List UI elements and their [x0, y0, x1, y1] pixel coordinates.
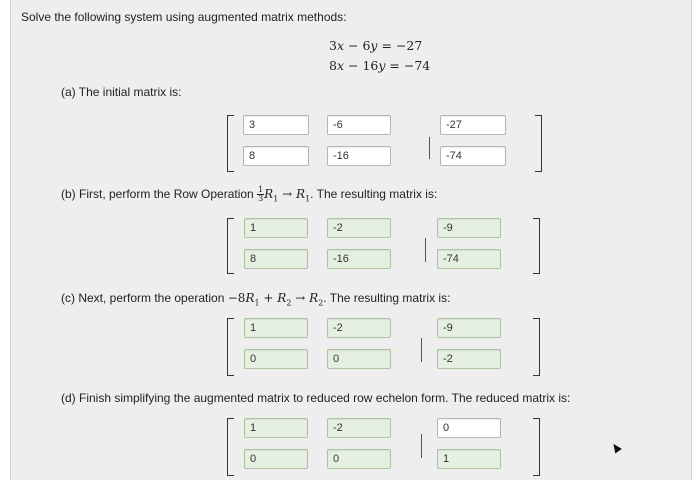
matrix-d-r2c1-input[interactable]: [244, 449, 308, 469]
matrix-d-r2c3-input[interactable]: [437, 449, 501, 469]
matrix-b-r1c3-input[interactable]: [437, 218, 501, 238]
part-c-label-end: . The resulting matrix is:: [323, 291, 451, 305]
matrix-c-r2c1-input[interactable]: [244, 349, 308, 369]
matrix-c-r1c3-input[interactable]: [437, 318, 501, 338]
part-d-label: (d) Finish simplifying the augmented matrix to reduced row echelon form. The reduced matrix is:: [61, 391, 571, 405]
matrix-c-r2c2-input[interactable]: [327, 349, 391, 369]
matrix-c-r2c3-input[interactable]: [437, 349, 501, 369]
matrix-a-r2c2-input[interactable]: [327, 146, 391, 166]
part-c-label: (c) Next, perform the operation $-8R_1 + R_2 \to R_2$. The resulting matrix is:: [61, 291, 451, 308]
part-b-label-end: . The resulting matrix is:: [310, 187, 438, 201]
part-b-label-start: (b) First, perform the Row Operation: [61, 187, 254, 201]
matrix-c-r1c2-input[interactable]: [327, 318, 391, 338]
matrix-a-r2c3-input[interactable]: [440, 146, 506, 166]
matrix-d-r1c1-input[interactable]: [244, 418, 308, 438]
eq2-coef-y: 16: [362, 58, 379, 73]
eq2-rhs: −74: [403, 58, 431, 73]
matrix-d-left-bracket: [227, 418, 234, 476]
matrix-d-r2c2-input[interactable]: [327, 449, 391, 469]
matrix-b-r1c2-input[interactable]: [327, 218, 391, 238]
matrix-a-r1c1-input[interactable]: [243, 115, 309, 135]
eq1-coef-x: 3: [329, 38, 337, 53]
problem-panel: [10, 0, 692, 480]
matrix-c-r1c1-input[interactable]: [244, 318, 308, 338]
matrix-c-left-bracket: [227, 318, 234, 376]
matrix-d-r1c3-input[interactable]: [437, 418, 501, 438]
matrix-b-r1c1-input[interactable]: [244, 218, 308, 238]
eq2-coef-x: 8: [329, 58, 337, 73]
matrix-b-right-bracket: [533, 218, 540, 274]
mouse-pointer-icon: [610, 442, 622, 454]
matrix-b-r2c3-input[interactable]: [437, 249, 501, 269]
matrix-b-r2c1-input[interactable]: [244, 249, 308, 269]
matrix-a-left-bracket: [227, 115, 234, 172]
row-op-fraction-num: 1: [258, 185, 264, 194]
row-op-fraction-den: 3: [258, 194, 264, 203]
matrix-d-r1c2-input[interactable]: [327, 418, 391, 438]
matrix-a-r2c1-input[interactable]: [243, 146, 309, 166]
problem-prompt: Solve the following system using augmented matrix methods:: [21, 10, 347, 24]
matrix-c-augment-bar: [421, 338, 422, 362]
row-op-fraction: [257, 186, 264, 203]
matrix-a-right-bracket: [535, 115, 542, 172]
matrix-a-r1c3-input[interactable]: [440, 115, 506, 135]
matrix-d-right-bracket: [533, 418, 540, 476]
eq1-rhs: −27: [395, 38, 423, 53]
matrix-a-augment-bar: [429, 137, 430, 159]
matrix-d-augment-bar: [421, 434, 422, 458]
matrix-b-left-bracket: [227, 218, 234, 274]
part-c-label-start: (c) Next, perform the operation: [61, 291, 225, 305]
matrix-b-r2c2-input[interactable]: [327, 249, 391, 269]
equation-1: 3x − 6y = −27: [329, 38, 423, 53]
row-op-coef: −8: [227, 291, 246, 305]
part-a-label: (a) The initial matrix is:: [61, 85, 182, 99]
matrix-a-r1c2-input[interactable]: [327, 115, 391, 135]
equation-2: 8x − 16y = −74: [329, 58, 431, 73]
part-b-label: (b) First, perform the Row Operation $\frac{1}{3}$ $R_1 \to R_1$. The resulting matrix is:: [61, 185, 438, 204]
matrix-c-right-bracket: [533, 318, 540, 376]
eq1-coef-y: 6: [362, 38, 371, 53]
matrix-b-augment-bar: [425, 238, 426, 262]
